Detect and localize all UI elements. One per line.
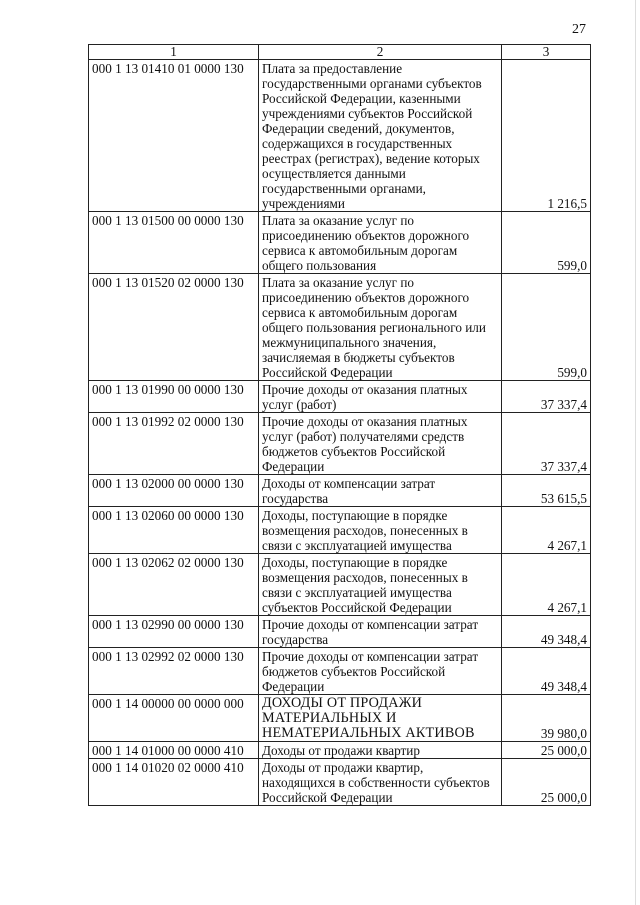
- budget-code-cell: 000 1 13 01992 02 0000 130: [89, 413, 259, 475]
- header-column-2: 2: [259, 45, 502, 60]
- table-row: [89, 616, 591, 648]
- amount-cell: 25 000,0: [502, 742, 591, 759]
- amount-cell: 599,0: [502, 212, 591, 274]
- header-column-1: 1: [89, 45, 259, 60]
- table-row: [89, 381, 591, 413]
- table-row: [89, 742, 591, 759]
- amount-cell: 37 337,4: [502, 413, 591, 475]
- budget-code-cell: 000 1 13 02062 02 0000 130: [89, 554, 259, 616]
- revenue-name-cell: Плата за оказание услуг по присоединению объектов дорожного сервиса к автомобильным дорогам общего пользования: [259, 212, 502, 274]
- revenue-name-cell: Доходы от продажи квартир: [259, 742, 502, 759]
- amount-cell: 599,0: [502, 274, 591, 381]
- table-row: [89, 554, 591, 616]
- revenue-name-cell: Доходы от компенсации затрат государства: [259, 475, 502, 507]
- budget-code-cell: 000 1 13 02060 00 0000 130: [89, 507, 259, 554]
- budget-code-cell: 000 1 13 02992 02 0000 130: [89, 648, 259, 695]
- amount-cell: 4 267,1: [502, 554, 591, 616]
- table-row: [89, 212, 591, 274]
- budget-code-cell: 000 1 14 01000 00 0000 410: [89, 742, 259, 759]
- revenue-name-cell: ДОХОДЫ ОТ ПРОДАЖИ МАТЕРИАЛЬНЫХ И НЕМАТЕРИАЛЬНЫХ АКТИВОВ: [259, 695, 502, 742]
- budget-code-cell: 000 1 13 01990 00 0000 130: [89, 381, 259, 413]
- budget-code-cell: 000 1 14 00000 00 0000 000: [89, 695, 259, 742]
- budget-code-cell: 000 1 13 01520 02 0000 130: [89, 274, 259, 381]
- page-number: 27: [572, 22, 586, 37]
- budget-code-cell: 000 1 13 02000 00 0000 130: [89, 475, 259, 507]
- amount-cell: 1 216,5: [502, 60, 591, 212]
- amount-cell: 39 980,0: [502, 695, 591, 742]
- revenue-name-cell: Плата за предоставление государственными органами субъектов Российской Федерации, казенными учреждениями субъектов Российской Федерации сведений, документов, содержащихся в государственных реестрах (регистрах), ведение которых осуществляется данными государственными органами, учреждениями: [259, 60, 502, 212]
- revenue-name-cell: Прочие доходы от оказания платных услуг (работ) получателями средств бюджетов субъектов Российской Федерации: [259, 413, 502, 475]
- page-edge-line: [635, 0, 636, 905]
- revenue-name-cell: Доходы от продажи квартир, находящихся в собственности субъектов Российской Федерации: [259, 759, 502, 806]
- budget-code-cell: 000 1 13 02990 00 0000 130: [89, 616, 259, 648]
- budget-code-cell: 000 1 13 01410 01 0000 130: [89, 60, 259, 212]
- table-row: [89, 475, 591, 507]
- table-row: [89, 60, 591, 212]
- revenue-name-cell: Доходы, поступающие в порядке возмещения расходов, понесенных в связи с эксплуатацией имущества: [259, 507, 502, 554]
- revenue-name-cell: Плата за оказание услуг по присоединению объектов дорожного сервиса к автомобильным дорогам общего пользования регионального или межмуниципального значения, зачисляемая в бюджеты субъектов Российской Федерации: [259, 274, 502, 381]
- header-column-3: 3: [502, 45, 591, 60]
- table-row: [89, 507, 591, 554]
- table-row: [89, 274, 591, 381]
- revenue-name-cell: Прочие доходы от компенсации затрат государства: [259, 616, 502, 648]
- amount-cell: 25 000,0: [502, 759, 591, 806]
- revenue-name-cell: Прочие доходы от оказания платных услуг (работ): [259, 381, 502, 413]
- amount-cell: 49 348,4: [502, 648, 591, 695]
- amount-cell: 37 337,4: [502, 381, 591, 413]
- revenue-name-cell: Прочие доходы от компенсации затрат бюджетов субъектов Российской Федерации: [259, 648, 502, 695]
- table-row: [89, 413, 591, 475]
- budget-code-cell: 000 1 14 01020 02 0000 410: [89, 759, 259, 806]
- table-row: [89, 648, 591, 695]
- table-header-row: [89, 45, 591, 60]
- revenue-table: [88, 44, 591, 806]
- budget-code-cell: 000 1 13 01500 00 0000 130: [89, 212, 259, 274]
- amount-cell: 49 348,4: [502, 616, 591, 648]
- table-body: [89, 60, 591, 806]
- table-row: [89, 759, 591, 806]
- revenue-name-cell: Доходы, поступающие в порядке возмещения расходов, понесенных в связи с эксплуатацией имущества субъектов Российской Федерации: [259, 554, 502, 616]
- amount-cell: 53 615,5: [502, 475, 591, 507]
- amount-cell: 4 267,1: [502, 507, 591, 554]
- table-row: [89, 695, 591, 742]
